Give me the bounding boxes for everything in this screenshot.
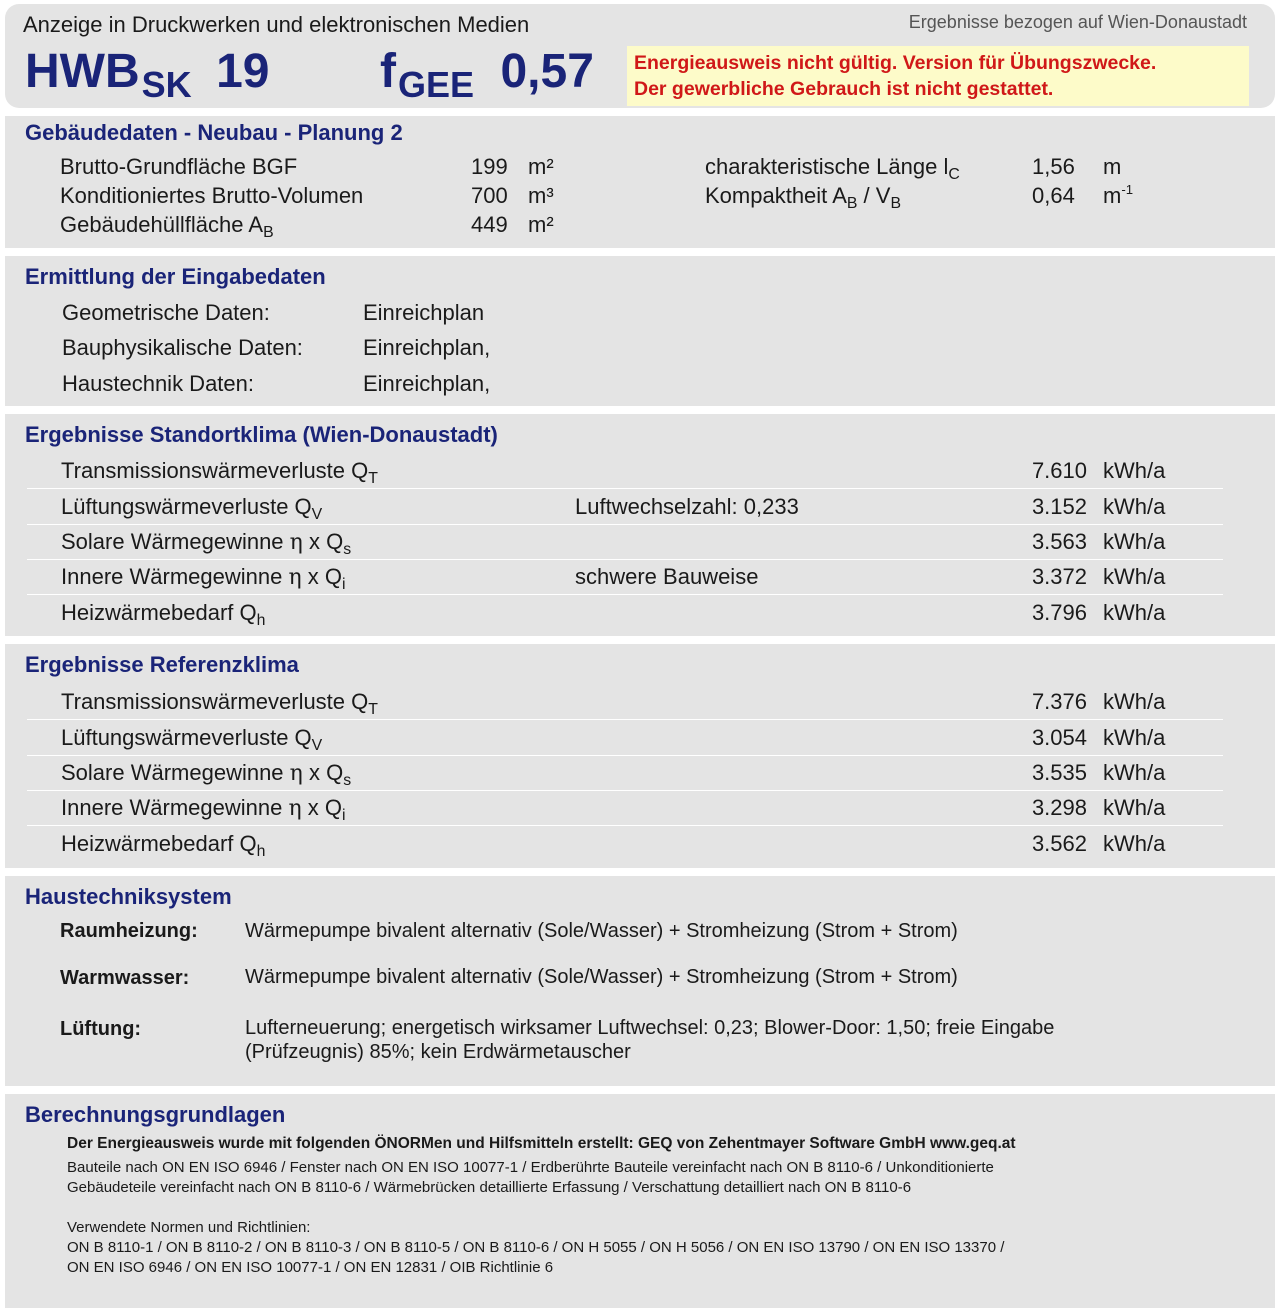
table-row (27, 756, 1223, 791)
table-row (27, 791, 1223, 826)
char-length-value: 1,56 (1032, 154, 1075, 179)
table-row (27, 721, 1223, 756)
volume-value: 700 (471, 183, 508, 208)
tech-value: Einreichplan, (363, 371, 491, 396)
envelope-unit: m² (528, 212, 554, 237)
volume-label: Konditioniertes Brutto-Volumen (60, 183, 364, 208)
hvac-section (5, 876, 1275, 1086)
row-unit: kWh/a (1103, 689, 1166, 714)
fgee-value: 0,57 (500, 45, 594, 98)
row-note: schwere Bauweise (575, 564, 759, 589)
row-unit: kWh/a (1103, 600, 1166, 625)
bgf-unit: m² (528, 154, 554, 179)
row-unit: kWh/a (1103, 458, 1166, 483)
hwb-value: 19 (216, 45, 270, 98)
table-row (27, 454, 1223, 489)
envelope-label: Gebäudehüllfläche $A_B$ (60, 212, 274, 241)
hwb-subscript: SK (141, 64, 192, 105)
row-label: Heizwärmebedarf $Q_h$ (61, 831, 266, 860)
hvac-title: Haustechniksystem (25, 884, 232, 909)
row-label: Lüftungswärmeverluste $Q_V$ (61, 725, 323, 754)
row-unit: kWh/a (1103, 725, 1166, 750)
phys-label: Bauphysikalische Daten: (62, 335, 303, 360)
site-climate-title: Ergebnisse Standortklima (Wien-Donaustadt) (25, 422, 498, 447)
row-value: 3.535 (1031, 760, 1087, 785)
hwb-indicator (25, 44, 270, 105)
water-value: Wärmepumpe bivalent alternativ (Sole/Wasser) + Stromheizung (Strom + Strom) (245, 966, 958, 988)
row-value: 3.152 (1031, 494, 1087, 519)
row-unit: kWh/a (1103, 831, 1166, 856)
site-climate-section (5, 414, 1275, 636)
row-unit: kWh/a (1103, 564, 1166, 589)
building-section-title: Gebäudedaten - Neubau - Planung 2 (25, 120, 403, 145)
row-label: Heizwärmebedarf $Q_h$ (61, 600, 266, 629)
row-unit: kWh/a (1103, 529, 1166, 554)
tech-label: Haustechnik Daten: (62, 371, 254, 396)
row-value: 3.796 (1031, 600, 1087, 625)
row-label: Solare Wärmegewinne η x $Q_s$ (61, 760, 352, 789)
validity-warning (627, 46, 1249, 106)
input-data-section (5, 256, 1275, 406)
bgf-value: 199 (471, 154, 508, 179)
basis-line-1: Bauteile nach ON EN ISO 6946 / Fenster nach ON EN ISO 10077-1 / Erdberührte Bauteile vereinfacht nach ON B 8110-6 / Unkonditionierte (67, 1159, 994, 1176)
norms-line-1: ON B 8110-1 / ON B 8110-2 / ON B 8110-3 / ON B 8110-5 / ON B 8110-6 / ON H 5055 / ON H 5056 / ON EN ISO 13790 / ON EN ISO 13370 / (67, 1239, 1005, 1256)
basis-line-2: Gebäudeteile vereinfacht nach ON B 8110-6 / Wärmebrücken detaillierte Erfassung / Verschattung detailliert nach ON B 8110-6 (67, 1179, 912, 1196)
table-row (27, 490, 1223, 525)
row-value: 3.372 (1031, 564, 1087, 589)
table-row (27, 685, 1223, 720)
compactness-label: Kompaktheit $A_B / V_B$ (705, 183, 902, 212)
ref-climate-section (5, 644, 1275, 868)
basis-title: Berechnungsgrundlagen (25, 1102, 286, 1127)
heating-value: Wärmepumpe bivalent alternativ (Sole/Wasser) + Stromheizung (Strom + Strom) (245, 920, 958, 942)
row-unit: kWh/a (1103, 494, 1166, 519)
row-value: 3.054 (1031, 725, 1087, 750)
volume-unit: m³ (528, 183, 554, 208)
compactness-unit: $m^{-1}$ (1103, 181, 1134, 208)
warning-line-1: Energieausweis nicht gültig. Version für Übungszwecke. (634, 52, 1157, 74)
row-value: 3.298 (1031, 795, 1087, 820)
display-title: Anzeige in Druckwerken und elektronischen Medien (23, 12, 530, 37)
hwb-label: HWB (25, 45, 140, 98)
compactness-value: 0,64 (1032, 183, 1075, 208)
row-label: Transmissionswärmeverluste $Q_T$ (61, 458, 378, 487)
geo-label: Geometrische Daten: (62, 300, 270, 325)
water-label: Warmwasser: (60, 967, 190, 989)
row-value: 7.610 (1031, 458, 1087, 483)
row-unit: kWh/a (1103, 795, 1166, 820)
phys-value: Einreichplan, (363, 335, 491, 360)
row-value: 3.563 (1031, 529, 1087, 554)
row-note: Luftwechselzahl: 0,233 (575, 494, 799, 519)
input-section-title: Ermittlung der Eingabedaten (25, 264, 326, 289)
fgee-label: f (380, 45, 396, 98)
results-location: Ergebnisse bezogen auf Wien-Donaustadt (908, 12, 1247, 32)
bgf-label: Brutto-Grundfläche BGF (60, 154, 298, 179)
table-row (27, 827, 1223, 861)
row-unit: kWh/a (1103, 760, 1166, 785)
geo-value: Einreichplan (363, 300, 485, 325)
row-value: 7.376 (1031, 689, 1087, 714)
char-length-unit: m (1103, 154, 1122, 179)
heating-label: Raumheizung: (60, 920, 198, 942)
row-label: Solare Wärmegewinne η x $Q_s$ (61, 529, 352, 558)
row-label: Transmissionswärmeverluste $Q_T$ (61, 689, 378, 718)
ref-climate-title: Ergebnisse Referenzklima (25, 652, 299, 677)
basis-section (5, 1094, 1275, 1308)
char-length-label: charakteristische Länge $l_C$ (705, 154, 960, 183)
warning-line-2: Der gewerbliche Gebrauch ist nicht gestattet. (634, 78, 1054, 100)
row-label: Innere Wärmegewinne η x $Q_i$ (61, 795, 346, 824)
norms-line-2: ON EN ISO 6946 / ON EN ISO 10077-1 / ON EN 12831 / OIB Richtlinie 6 (67, 1259, 554, 1276)
table-row (27, 560, 1223, 595)
table-row (27, 596, 1223, 630)
basis-intro: Der Energieausweis wurde mit folgenden ÖNORMen und Hilfsmitteln erstellt: GEQ von Zehentmayer Software GmbH www.geq.at (67, 1135, 1016, 1152)
envelope-value: 449 (471, 212, 508, 237)
ventilation-label: Lüftung: (60, 1018, 142, 1040)
norms-heading: Verwendete Normen und Richtlinien: (67, 1219, 311, 1236)
row-label: Innere Wärmegewinne η x $Q_i$ (61, 564, 346, 593)
building-data-section (5, 116, 1275, 248)
row-value: 3.562 (1031, 831, 1087, 856)
fgee-indicator (380, 44, 594, 105)
row-label: Lüftungswärmeverluste $Q_V$ (61, 494, 323, 523)
ventilation-value: Lufterneuerung; energetisch wirksamer Luftwechsel: 0,23; Blower-Door: 1,50; freie Eingabe (Prüfzeugnis) 85%; kein Erdwärmetauscher (245, 1017, 1055, 1063)
fgee-subscript: GEE (397, 64, 475, 105)
table-row (27, 525, 1223, 560)
